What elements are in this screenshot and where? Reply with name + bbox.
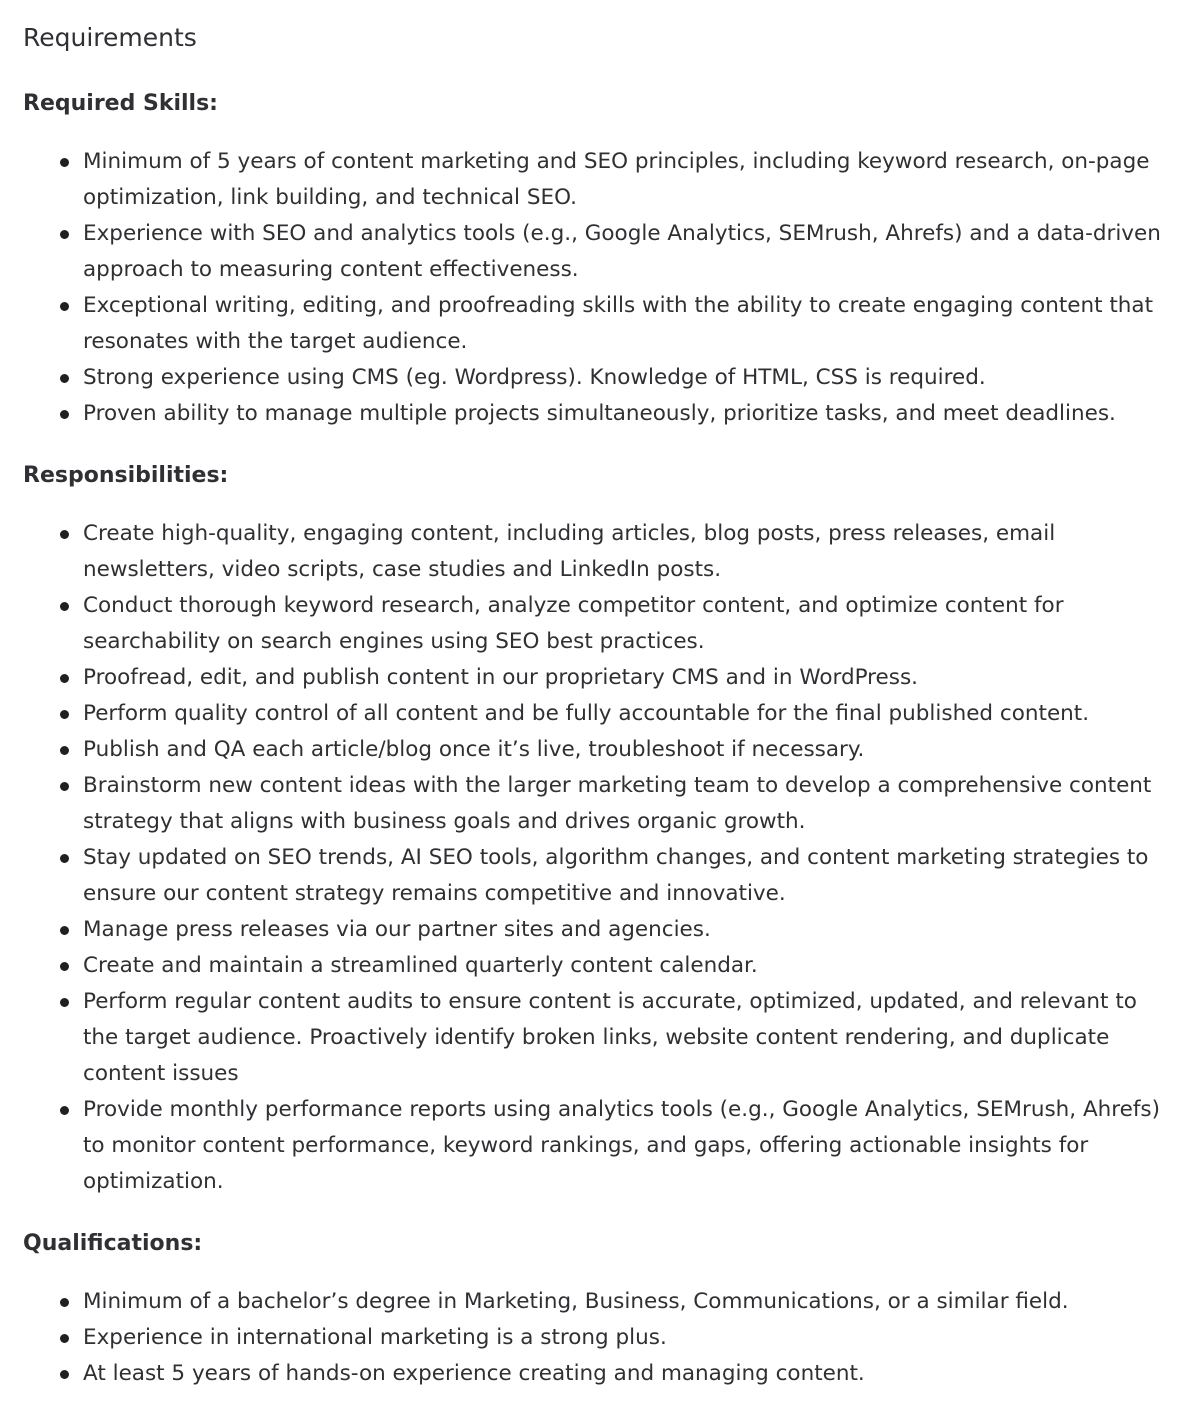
bullet-icon xyxy=(60,230,69,239)
bullet-icon xyxy=(60,602,69,611)
list-item xyxy=(23,840,1182,912)
list-item xyxy=(23,144,1182,216)
list-item-text: Perform regular content audits to ensure content is accurate, optimized, updated, and relevant to the target audience. Proactively identify broken links, website content rendering, and duplicate content issues xyxy=(83,989,1137,1086)
bullet-icon xyxy=(60,926,69,935)
bullet-icon xyxy=(60,1298,69,1307)
list-item xyxy=(23,660,1182,696)
list-item-text: Brainstorm new content ideas with the larger marketing team to develop a comprehensive content strategy that aligns with business goals and drives organic growth. xyxy=(83,773,1152,834)
list-item xyxy=(23,912,1182,948)
list-item-text: Publish and QA each article/blog once it’s live, troubleshoot if necessary. xyxy=(83,737,865,762)
list-item-text: Create and maintain a streamlined quarterly content calendar. xyxy=(83,953,758,978)
list-item-text: Create high-quality, engaging content, including articles, blog posts, press releases, email newsletters, video scripts, case studies and LinkedIn posts. xyxy=(83,521,1056,582)
list-item-text: Strong experience using CMS (eg. Wordpress). Knowledge of HTML, CSS is required. xyxy=(83,365,986,390)
list-item xyxy=(23,360,1182,396)
list-item xyxy=(23,948,1182,984)
bullet-icon xyxy=(60,674,69,683)
list-item-text: Perform quality control of all content and be fully accountable for the final published content. xyxy=(83,701,1090,726)
bullet-icon xyxy=(60,374,69,383)
qualifications-list xyxy=(23,1284,1182,1392)
list-item-text: Exceptional writing, editing, and proofreading skills with the ability to create engaging content that resonates with the target audience. xyxy=(83,293,1154,354)
list-item-text: Experience in international marketing is a strong plus. xyxy=(83,1325,667,1350)
list-item xyxy=(23,216,1182,288)
bullet-icon xyxy=(60,998,69,1007)
list-item-text: Stay updated on SEO trends, AI SEO tools, algorithm changes, and content marketing strategies to ensure our content strategy remains competitive and innovative. xyxy=(83,845,1149,906)
bullet-icon xyxy=(60,410,69,419)
list-item xyxy=(23,1284,1182,1320)
bullet-icon xyxy=(60,746,69,755)
bullet-icon xyxy=(60,158,69,167)
section-heading-responsibilities: Responsibilities: xyxy=(23,463,229,488)
list-item-text: Proofread, edit, and publish content in our proprietary CMS and in WordPress. xyxy=(83,665,919,690)
responsibilities-list xyxy=(23,516,1182,1200)
required-skills-section xyxy=(23,88,1182,432)
list-item-text: Minimum of a bachelor’s degree in Marketing, Business, Communications, or a similar field. xyxy=(83,1289,1069,1314)
responsibilities-section xyxy=(23,460,1182,1200)
list-item xyxy=(23,396,1182,432)
list-item-text: Proven ability to manage multiple projects simultaneously, prioritize tasks, and meet deadlines. xyxy=(83,401,1116,426)
bullet-icon xyxy=(60,530,69,539)
bullet-icon xyxy=(60,1106,69,1115)
list-item xyxy=(23,516,1182,588)
list-item xyxy=(23,1092,1182,1200)
list-item-text: Manage press releases via our partner sites and agencies. xyxy=(83,917,711,942)
bullet-icon xyxy=(60,782,69,791)
required-skills-list xyxy=(23,144,1182,432)
list-item-text: At least 5 years of hands-on experience creating and managing content. xyxy=(83,1361,865,1386)
page-title: Requirements xyxy=(23,23,197,52)
list-item-text: Experience with SEO and analytics tools (e.g., Google Analytics, SEMrush, Ahrefs) and a data-driven approach to measuring content effectiveness. xyxy=(83,221,1161,282)
list-item xyxy=(23,984,1182,1092)
bullet-icon xyxy=(60,962,69,971)
bullet-icon xyxy=(60,854,69,863)
bullet-icon xyxy=(60,710,69,719)
list-item xyxy=(23,588,1182,660)
section-heading-qualifications: Qualifications: xyxy=(23,1231,203,1256)
qualifications-section xyxy=(23,1228,1182,1392)
list-item-text: Conduct thorough keyword research, analyze competitor content, and optimize content for searchability on search engines using SEO best practices. xyxy=(83,593,1064,654)
list-item xyxy=(23,288,1182,360)
list-item xyxy=(23,696,1182,732)
bullet-icon xyxy=(60,302,69,311)
list-item-text: Provide monthly performance reports using analytics tools (e.g., Google Analytics, SEMrush, Ahrefs) to monitor content performance, keyword rankings, and gaps, offering actionable insights for optimization. xyxy=(83,1097,1161,1194)
section-heading-required-skills: Required Skills: xyxy=(23,91,218,116)
list-item xyxy=(23,1356,1182,1392)
list-item xyxy=(23,732,1182,768)
list-item xyxy=(23,768,1182,840)
list-item-text: Minimum of 5 years of content marketing and SEO principles, including keyword research, on-page optimization, link building, and technical SEO. xyxy=(83,149,1150,210)
list-item xyxy=(23,1320,1182,1356)
bullet-icon xyxy=(60,1370,69,1379)
bullet-icon xyxy=(60,1334,69,1343)
